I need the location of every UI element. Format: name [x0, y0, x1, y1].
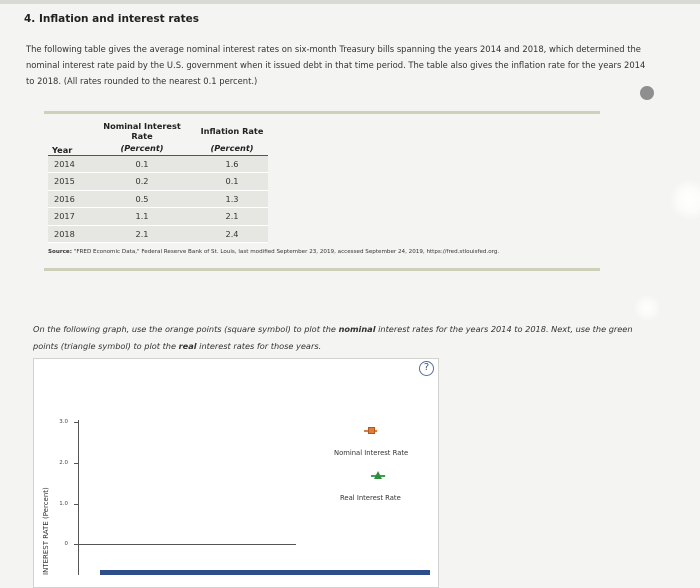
cell-nominal: 1.1: [88, 208, 196, 226]
y-tick: [74, 544, 78, 545]
table-row: [48, 225, 268, 243]
header-year: Year: [48, 121, 88, 155]
table-bottom-rule: [44, 268, 600, 271]
table-row: [48, 155, 268, 173]
instructions-part3: interest rates for those years.: [196, 341, 322, 351]
y-axis-title: INTEREST RATE (Percent): [42, 487, 50, 575]
cell-nominal: 0.2: [88, 173, 196, 191]
legend-nominal-label: Nominal Interest Rate: [334, 449, 409, 457]
rates-table: [48, 121, 268, 243]
graph-instructions: [33, 321, 633, 355]
cell-nominal: 0.5: [88, 190, 196, 208]
table-row: [48, 173, 268, 191]
instructions-real: real: [178, 341, 197, 351]
instructions-nominal: nominal: [338, 324, 376, 334]
source-note: [48, 249, 499, 255]
instructions-part1: On the following graph, use the orange points (square symbol) to plot the: [33, 324, 339, 334]
cell-inflation: 2.1: [196, 208, 268, 226]
green-triangle-icon[interactable]: [371, 471, 385, 480]
triangle-marker: [374, 471, 382, 479]
orange-square-icon[interactable]: [364, 427, 377, 435]
table-row: [48, 208, 268, 226]
square-marker: [368, 427, 375, 434]
y-tick-label: 1.0: [59, 501, 68, 507]
cell-inflation: 1.6: [196, 155, 268, 173]
y-tick-label: 0: [64, 541, 68, 547]
cell-year: 2014: [48, 155, 88, 173]
cell-year: 2016: [48, 190, 88, 208]
header-inflation-unit: (Percent): [196, 141, 268, 155]
y-tick-label: 3.0: [59, 419, 68, 425]
header-nominal-unit: (Percent): [88, 141, 196, 155]
x-axis: [78, 544, 296, 545]
cell-year: 2015: [48, 173, 88, 191]
cell-nominal: 0.1: [88, 155, 196, 173]
table-top-rule: [44, 111, 600, 114]
cell-year: 2018: [48, 225, 88, 243]
legend-real-label: Real Interest Rate: [340, 494, 401, 502]
top-divider: [0, 0, 700, 4]
cell-year: 2017: [48, 208, 88, 226]
cell-inflation: 2.4: [196, 225, 268, 243]
cell-inflation: 0.1: [196, 173, 268, 191]
help-icon[interactable]: ?: [419, 361, 434, 376]
scroll-indicator[interactable]: [100, 570, 430, 575]
source-text: "FRED Economic Data," Federal Reserve Bank of St. Louis, last modified September 23, 2019, accessed September 24, 2019, https://fred.stlouisfed.org.: [71, 249, 500, 255]
source-label: Source:: [48, 249, 72, 255]
header-nominal: Nominal Interest Rate: [103, 121, 181, 141]
y-axis: [78, 420, 79, 575]
instructions-part2: interest rates for the years 2014 to 2018. Next, use the green points (triangle symbol) to plot the: [33, 324, 633, 351]
intro-paragraph: The following table gives the average nominal interest rates on six-month Treasury bills spanning the years 2014 and 2018, which determined the nominal interest rate paid by the U.S. government when it issued debt in that time period. The table also gives the inflation rate for the years 2014 to 2018. (All rates rounded to the nearest 0.1 percent.): [26, 44, 646, 86]
y-tick: [74, 422, 78, 423]
status-dot: [640, 86, 654, 100]
y-tick-label: 2.0: [59, 460, 68, 466]
y-tick: [74, 463, 78, 464]
question-title: 4. Inflation and interest rates: [24, 13, 199, 25]
header-inflation: Inflation Rate: [200, 126, 264, 136]
screen-glare-small: [634, 295, 660, 321]
cell-inflation: 1.3: [196, 190, 268, 208]
table-row: [48, 190, 268, 208]
cell-nominal: 2.1: [88, 225, 196, 243]
screen-glare: [670, 180, 700, 220]
y-tick: [74, 504, 78, 505]
